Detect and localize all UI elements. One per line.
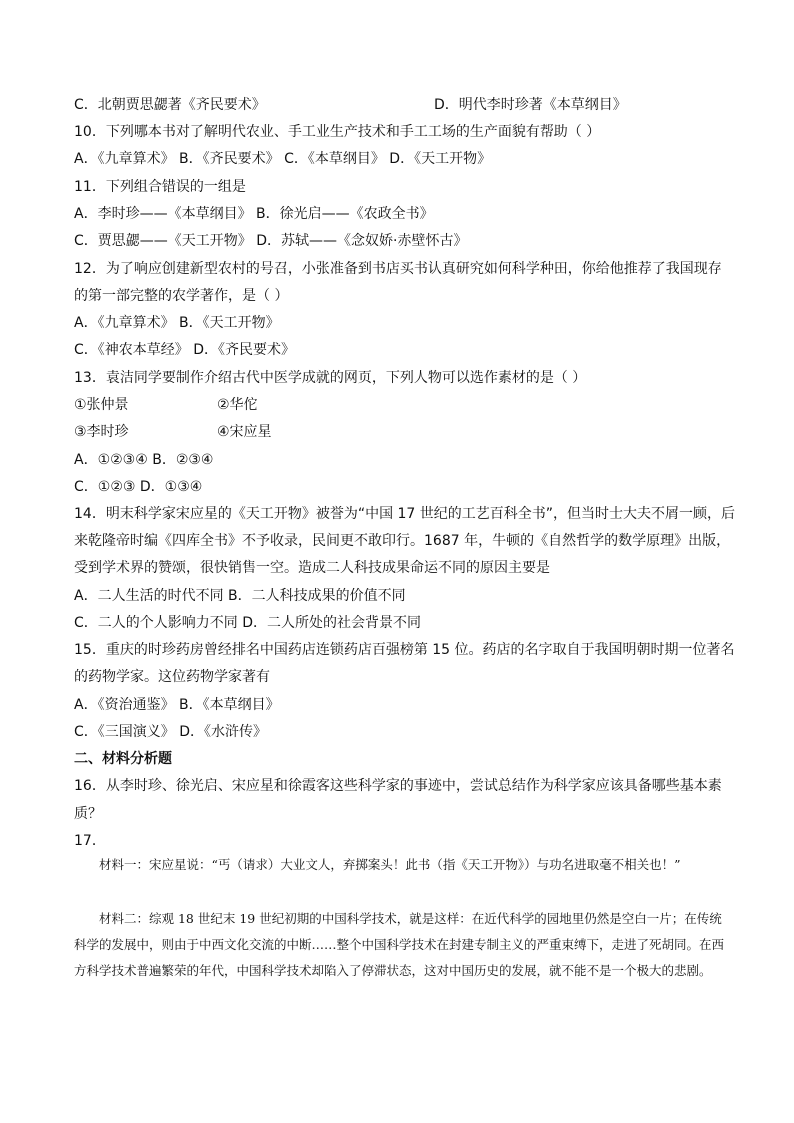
q13-item-2: ②华佗 (217, 397, 258, 413)
q13-items-34 (74, 423, 272, 441)
q10-stem: 10．下列哪本书对了解明代农业、手工业生产技术和手工工场的生产面貌有帮助（ ） (74, 124, 601, 140)
q15-options-ab: A．《资治通鉴》 B．《本草纲目》 (74, 697, 280, 713)
q13-items-12 (74, 396, 258, 414)
section-heading: 二、材料分析题 (74, 751, 172, 767)
q17-number: 17． (74, 833, 106, 849)
q11-options-cd: C．贾思勰——《天工开物》 D．苏轼——《念奴娇·赤壁怀古》 (74, 233, 468, 249)
q12-stem-line1: 12．为了响应创建新型农村的号召，小张准备到书店买书认真研究如何科学种田，你给他推荐了我国现存 (74, 261, 722, 277)
q12-stem-line2: 的第一部完整的农学著作，是（ ） (74, 288, 289, 304)
q14-options-ab: A．二人生活的时代不同 B．二人科技成果的价值不同 (74, 588, 406, 604)
q12-options-ab: A．《九章算术》 B．《天工开物》 (74, 315, 280, 331)
q13-item-3: ③李时珍 (74, 424, 129, 440)
q13-options-ab: A．①②③④ B．②③④ (74, 452, 214, 468)
q15-stem-line2: 的药物学家。这位药物学家著有 (74, 669, 270, 685)
q14-stem-line3: 受到学术界的赞颂，很快销售一空。造成二人科技成果命运不同的原因主要是 (74, 560, 550, 576)
q13-item-4: ④宋应星 (217, 424, 272, 440)
q14-stem-line1: 14．明末科学家宋应星的《天工开物》被誉为“中国 17 世纪的工艺百科全书”，但当时士大夫不屑一顾，后 (74, 506, 736, 522)
q9-options-cd (74, 96, 627, 114)
q11-stem: 11．下列组合错误的一组是 (74, 179, 246, 195)
q12-options-cd: C．《神农本草经》 D．《齐民要术》 (74, 342, 296, 358)
q15-stem-line1: 15．重庆的时珍药房曾经排名中国药店连锁药店百强榜第 15 位。药店的名字取自于我国明朝时期一位著名 (74, 642, 735, 658)
q14-options-cd: C．二人的个人影响力不同 D．二人所处的社会背景不同 (74, 615, 422, 631)
material-two: 材料二：综观 18 世纪末 19 世纪初期的中国科学技术，就是这样：在近代科学的园地里仍然是空白一片；在传统科学的发展中，则由于中西文化交流的中断……整个中国科学技术在封建专制主义的严重束缚下，走进了死胡同。在西方科学技术普遍繁荣的年代，中国科学技术却陷入了停滞状态，这对中国历史的发展，就不能不是一个极大的悲剧。 (74, 911, 725, 978)
q9-option-c: C．北朝贾思勰著《齐民要术》 (74, 97, 266, 113)
q13-item-1: ①张仲景 (74, 397, 129, 413)
q16-stem-line1: 16．从李时珍、徐光启、宋应星和徐霞客这些科学家的事迹中，尝试总结作为科学家应该具备哪些基本素 (74, 778, 722, 794)
q11-options-ab: A．李时珍——《本草纲目》 B．徐光启——《农政全书》 (74, 206, 434, 222)
q15-options-cd: C．《三国演义》 D．《水浒传》 (74, 724, 268, 740)
q13-stem: 13．袁洁同学要制作介绍古代中医学成就的网页，下列人物可以选作素材的是（ ） (74, 370, 587, 386)
q14-stem-line2: 来乾隆帝时编《四库全书》不予收录，民间更不敢印行。1687 年，牛顿的《自然哲学的数学原理》出版， (74, 533, 731, 549)
q10-options: A．《九章算术》 B．《齐民要术》 C．《本草纲目》 D．《天工开物》 (74, 151, 492, 167)
q9-option-d: D．明代李时珍著《本草纲目》 (434, 97, 627, 113)
q13-options-cd: C．①②③ D．①③④ (74, 479, 203, 495)
q16-stem-line2: 质？ (74, 806, 102, 822)
material-one: 材料一：宋应星说：“丐（请求）大业文人，弃掷案头！此书（指《天工开物》）与功名进取毫不相关也！” (99, 857, 681, 872)
